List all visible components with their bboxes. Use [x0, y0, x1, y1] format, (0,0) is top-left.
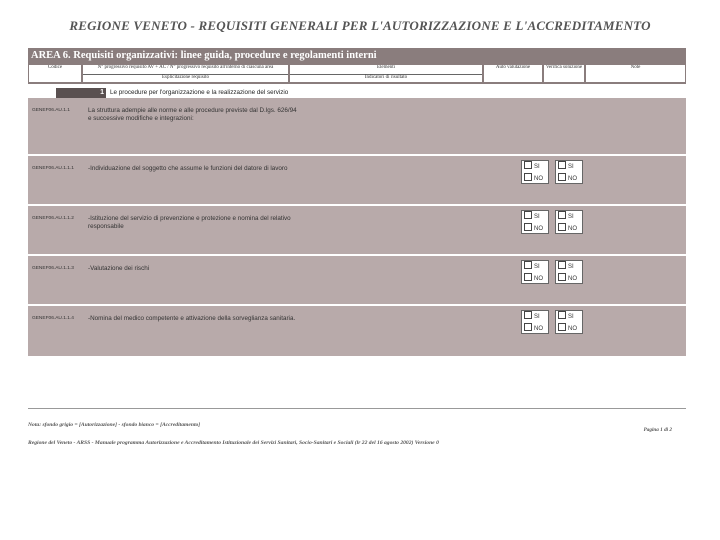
si-option[interactable]: SI: [556, 161, 582, 173]
table-row: [28, 98, 686, 154]
si-option[interactable]: SI: [522, 261, 548, 273]
si-option[interactable]: SI: [556, 261, 582, 273]
no-option[interactable]: NO: [522, 323, 548, 335]
verifica-options: [555, 310, 583, 334]
checkbox-icon[interactable]: [524, 273, 532, 281]
checkbox-icon[interactable]: [558, 173, 566, 181]
si-option[interactable]: SI: [522, 161, 548, 173]
row-text: -Individuazione del soggetto che assume le funzioni del datore di lavoro: [88, 165, 288, 172]
si-option[interactable]: SI: [522, 211, 548, 223]
checkbox-icon[interactable]: [558, 161, 566, 169]
si-option[interactable]: SI: [556, 311, 582, 323]
header-evidenze-sub: Indicatori di risultato: [290, 74, 482, 82]
no-option[interactable]: NO: [522, 273, 548, 285]
header-evidenze: Elementi Indicatori di risultato: [290, 65, 482, 82]
row-code: GENEF06.AU.1.1.2: [32, 216, 74, 221]
row-code: GENEF06.AU.1.1.1: [32, 166, 74, 171]
checkbox-icon[interactable]: [558, 311, 566, 319]
area-title: AREA 6. Requisiti organizzativi: linee guida, procedure e regolamenti interni: [28, 48, 686, 64]
autovalutazione-options: [521, 160, 549, 184]
header-verifica: Verifica soluzione: [544, 65, 584, 82]
checkbox-icon[interactable]: [558, 223, 566, 231]
no-option[interactable]: NO: [522, 173, 548, 185]
autovalutazione-options: [521, 310, 549, 334]
row-code: GENEF06.AU.1.1.3: [32, 266, 74, 271]
row-text: -Valutazione dei rischi: [88, 265, 150, 272]
no-option[interactable]: NO: [556, 173, 582, 185]
checkbox-icon[interactable]: [558, 261, 566, 269]
si-option[interactable]: SI: [522, 311, 548, 323]
row-text: La struttura adempie alle norme e alle procedure previste dal D.lgs. 626/94 e successive modifiche e integrazioni:: [88, 107, 297, 122]
table-row: [28, 206, 686, 254]
checkbox-icon[interactable]: [524, 223, 532, 231]
no-option[interactable]: NO: [556, 323, 582, 335]
checkbox-icon[interactable]: [524, 211, 532, 219]
verifica-options: [555, 160, 583, 184]
document-footer: Regione del Veneto - ARSS - Manuale programma Autorizzazione e Accreditamento Istituzionale dei Servizi Sanitari, Socio-Sanitari e Sociali (lr 22 del 16 agosto 2002) Versione 0: [28, 440, 439, 446]
table-row: [28, 306, 686, 356]
header-codice: Codice: [29, 65, 81, 82]
header-note: Note: [586, 65, 685, 82]
checkbox-icon[interactable]: [558, 273, 566, 281]
row-code: GENEF06.AU.1.1: [32, 108, 70, 113]
checkbox-icon[interactable]: [524, 323, 532, 331]
no-option[interactable]: NO: [556, 223, 582, 235]
si-option[interactable]: SI: [556, 211, 582, 223]
requirements-table-body: [28, 98, 686, 356]
row-text: -Istituzione del servizio di prevenzione e protezione e nomina del relativo responsabile: [88, 215, 291, 230]
autovalutazione-options: [521, 210, 549, 234]
table-header: [28, 64, 686, 84]
header-autovalutazione: Auto valutazione: [484, 65, 542, 82]
verifica-options: [555, 210, 583, 234]
checkbox-icon[interactable]: [524, 261, 532, 269]
section-heading: [28, 86, 686, 98]
legend-note: Nota: sfondo grigio = [Autorizzazione] - sfondo bianco = [Accreditamento]: [28, 422, 201, 428]
row-text: -Nomina del medico competente e attivazione della sorveglianza sanitaria.: [88, 315, 296, 322]
no-option[interactable]: NO: [522, 223, 548, 235]
section-text: Le procedure per l'organizzazione e la realizzazione del servizio: [110, 89, 289, 96]
checkbox-icon[interactable]: [524, 311, 532, 319]
checkbox-icon[interactable]: [524, 161, 532, 169]
checkbox-icon[interactable]: [524, 173, 532, 181]
verifica-options: [555, 260, 583, 284]
document-title: REGIONE VENETO - REQUISITI GENERALI PER L'AUTORIZZAZIONE E L'ACCREDITAMENTO: [69, 18, 651, 33]
note-divider: [28, 408, 686, 409]
checkbox-icon[interactable]: [558, 211, 566, 219]
header-requisito-sub: Esplicitazione requisito: [83, 74, 288, 82]
section-number: 1: [56, 88, 106, 98]
autovalutazione-options: [521, 260, 549, 284]
table-row: [28, 256, 686, 304]
header-requisito: N° progressivo requisito AV + AC / N° progressivo requisito all'interno di ciascuna area Esplicitazione requisito: [83, 65, 288, 82]
row-code: GENEF06.AU.1.1.4: [32, 316, 74, 321]
table-row: [28, 156, 686, 204]
page-number: Pagina 1 di 2: [643, 427, 672, 433]
no-option[interactable]: NO: [556, 273, 582, 285]
checkbox-icon[interactable]: [558, 323, 566, 331]
